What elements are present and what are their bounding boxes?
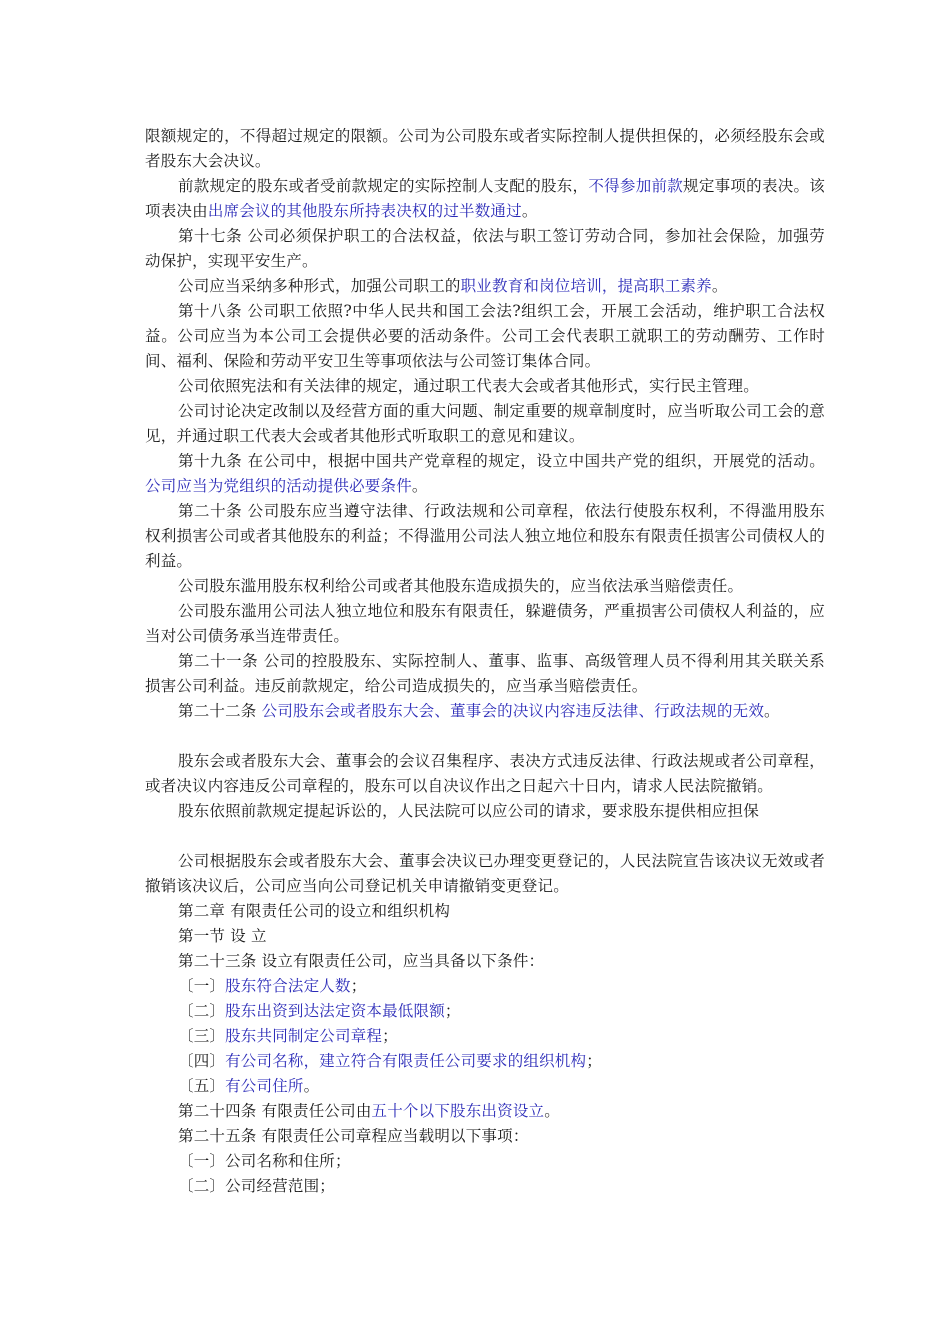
- text-run: 。: [764, 702, 780, 720]
- text-run: 第二章 有限责任公司的设立和组织机构: [178, 902, 451, 920]
- text-run: 第二十一条 公司的控股股东、实际控制人、董事、监事、高级管理人员不得利用其关联关系损害公司利益。违反前款规定，给公司造成损失的，应当承当赔偿责任。: [145, 652, 825, 695]
- text-run: 。: [521, 202, 538, 220]
- text-run: 〔四〕: [178, 1052, 226, 1070]
- text-run: 公司股东滥用公司法人独立地位和股东有限责任，躲避债务，严重损害公司债权人利益的，应当对公司债务承当连带责任。: [145, 602, 825, 645]
- paragraph: [145, 974, 825, 999]
- text-run: 股东会或者股东大会、董事会的会议召集程序、表决方式违反法律、行政法规或者公司章程，或者决议内容违反公司章程的，股东可以自决议作出之日起六十日内，请求人民法院撤销。: [145, 752, 825, 795]
- text-run: 第十八条 公司职工依照?中华人民共和国工会法?组织工会，开展工会活动，维护职工合法权益。公司应当为本公司工会提供必要的活动条件。公司工会代表职工就职工的劳动酬劳、工作时间、福利、保险和劳动平安卫生等事项依法与公司签订集体合同。: [145, 302, 825, 370]
- text-run: 公司讨论决定改制以及经营方面的重大问题、制定重要的规章制度时，应当听取公司工会的意见，并通过职工代表大会或者其他形式听取职工的意见和建议。: [145, 402, 825, 445]
- paragraph: [145, 649, 825, 699]
- text-run: 〔三〕: [178, 1027, 226, 1045]
- blank-line: [145, 724, 825, 749]
- paragraph: [145, 1124, 825, 1149]
- highlighted-text: 职业教育和岗位培训，提高职工素养: [460, 277, 712, 295]
- paragraph: [145, 999, 825, 1024]
- text-run: 〔一〕公司名称和住所；: [178, 1152, 351, 1170]
- paragraph: [145, 699, 825, 724]
- text-run: 〔五〕: [178, 1077, 226, 1095]
- highlighted-text: 不得参加前款: [588, 177, 684, 195]
- paragraph: [145, 799, 825, 824]
- paragraph: [145, 749, 825, 799]
- text-run: ；: [350, 977, 367, 995]
- text-run: ；: [444, 1002, 461, 1020]
- paragraph: [145, 574, 825, 599]
- text-run: 〔二〕公司经营范围；: [178, 1177, 336, 1195]
- document-body: [145, 124, 825, 1199]
- highlighted-text: 公司股东会或者股东大会、董事会的决议内容违反法律、行政法规的无效: [261, 702, 765, 720]
- paragraph: [145, 1024, 825, 1049]
- text-run: 公司应当采纳多种形式，加强公司职工的: [178, 277, 461, 295]
- paragraph: [145, 1174, 825, 1199]
- text-run: 第十七条 公司必须保护职工的合法权益，依法与职工签订劳动合同，参加社会保险，加强劳动保护，实现平安生产。: [145, 227, 825, 270]
- text-run: 公司股东滥用股东权利给公司或者其他股东造成损失的，应当依法承当赔偿责任。: [178, 577, 744, 595]
- paragraph: [145, 174, 825, 224]
- text-run: 公司根据股东会或者股东大会、董事会决议已办理变更登记的，人民法院宣告该决议无效或者撤销该决议后，公司应当向公司登记机关申请撤销变更登记。: [145, 852, 825, 895]
- text-run: 第十九条 在公司中，根据中国共产党章程的规定，设立中国共产党的组织，开展党的活动。: [178, 452, 825, 470]
- text-run: ；: [382, 1027, 398, 1045]
- highlighted-text: 有公司名称，建立符合有限责任公司要求的组织机构: [225, 1052, 587, 1070]
- highlighted-text: 股东出资到达法定资本最低限额: [225, 1002, 445, 1020]
- text-run: 公司依照宪法和有关法律的规定，通过职工代表大会或者其他形式，实行民主管理。: [178, 377, 759, 395]
- highlighted-text: 有公司住所: [225, 1077, 304, 1095]
- paragraph: [145, 1099, 825, 1124]
- highlighted-text: 公司应当为党组织的活动提供必要条件: [145, 477, 412, 495]
- highlighted-text: 五十个以下股东出资设立: [371, 1102, 545, 1120]
- text-run: 〔二〕: [178, 1002, 226, 1020]
- paragraph: [145, 1049, 825, 1074]
- text-run: 第二十二条: [178, 702, 262, 720]
- paragraph: [145, 299, 825, 374]
- text-run: ；: [586, 1052, 602, 1070]
- paragraph: [145, 899, 825, 924]
- paragraph: [145, 399, 825, 449]
- text-run: 前款规定的股东或者受前款规定的实际控制人支配的股东，: [178, 177, 589, 195]
- paragraph: [145, 849, 825, 899]
- text-run: 股东依照前款规定提起诉讼的，人民法院可以应公司的请求，要求股东提供相应担保: [178, 802, 759, 820]
- paragraph: [145, 1074, 825, 1099]
- text-run: 第二十四条 有限责任公司由: [178, 1102, 372, 1120]
- text-run: 。: [544, 1102, 560, 1120]
- text-run: 第二十条 公司股东应当遵守法律、行政法规和公司章程，依法行使股东权利，不得滥用股东权利损害公司或者其他股东的利益；不得滥用公司法人独立地位和股东有限责任损害公司债权人的利益。: [145, 502, 825, 570]
- paragraph: [145, 599, 825, 649]
- paragraph: [145, 1149, 825, 1174]
- highlighted-text: 股东符合法定人数: [225, 977, 351, 995]
- paragraph: [145, 374, 825, 399]
- paragraph: [145, 224, 825, 274]
- text-run: 限额规定的，不得超过规定的限额。公司为公司股东或者实际控制人提供担保的，必须经股东会或者股东大会决议。: [145, 127, 825, 170]
- paragraph: [145, 124, 825, 174]
- paragraph: [145, 449, 825, 499]
- paragraph: [145, 499, 825, 574]
- text-run: 。: [711, 277, 728, 295]
- paragraph: [145, 274, 825, 299]
- text-run: 第一节 设 立: [178, 927, 267, 945]
- highlighted-text: 出席会议的其他股东所持表决权的过半数通过: [207, 202, 522, 220]
- text-run: 第二十五条 有限责任公司章程应当载明以下事项：: [178, 1127, 529, 1145]
- paragraph: [145, 924, 825, 949]
- text-run: 规定事项的表决。该项表决由: [145, 177, 826, 220]
- text-run: 。: [303, 1077, 320, 1095]
- text-run: 〔一〕: [178, 977, 226, 995]
- highlighted-text: 股东共同制定公司章程: [225, 1027, 383, 1045]
- text-run: 。: [411, 477, 428, 495]
- text-run: 第二十三条 设立有限责任公司，应当具备以下条件：: [178, 952, 545, 970]
- paragraph: [145, 949, 825, 974]
- blank-line: [145, 824, 825, 849]
